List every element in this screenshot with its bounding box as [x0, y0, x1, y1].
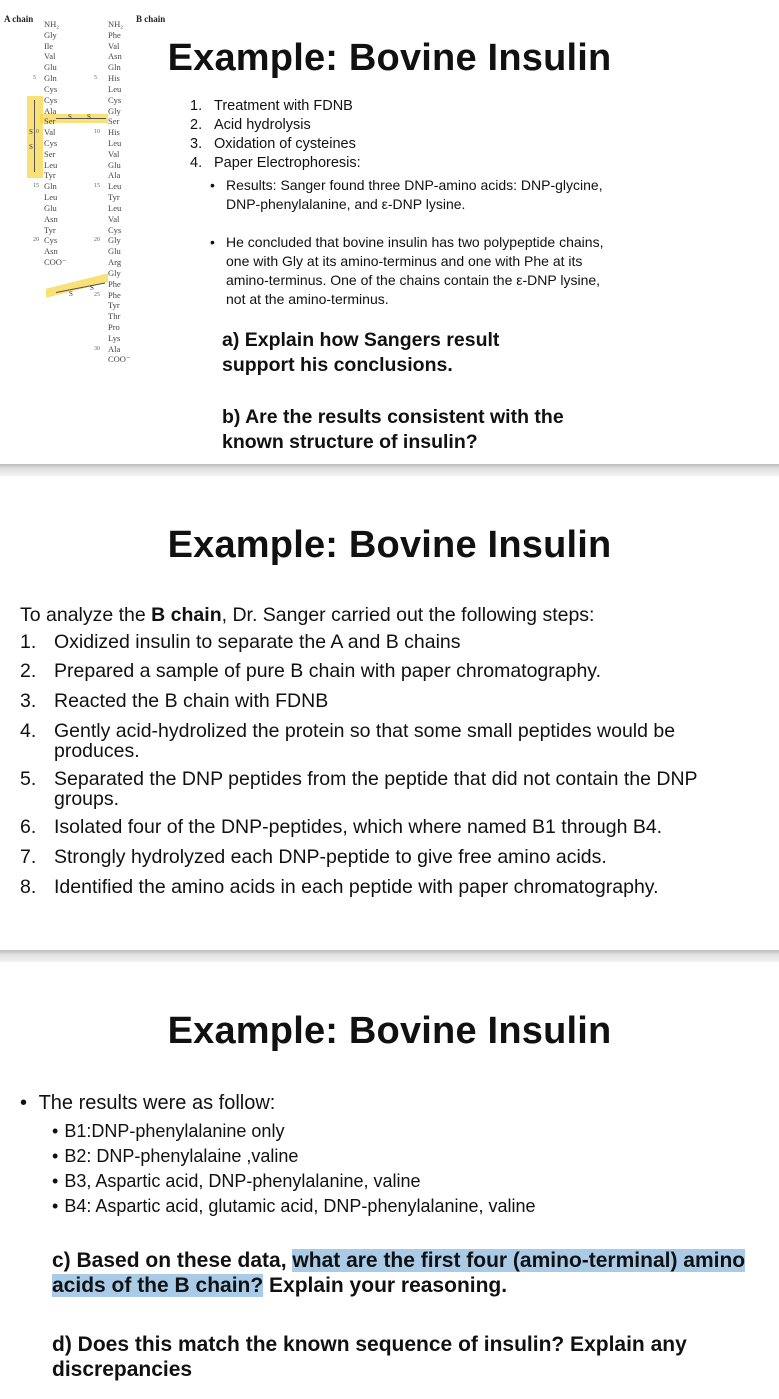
- slide-3: [0, 962, 779, 1399]
- disulfide-s-label: S: [29, 143, 33, 151]
- step-item: [190, 97, 361, 116]
- question-c-text: Explain your reasoning.: [263, 1274, 508, 1297]
- b-chain-position-number: 30: [94, 345, 100, 352]
- a-chain-residue: Tyr: [44, 224, 56, 235]
- slide-divider: [0, 950, 779, 962]
- a-chain-residue: Glu: [44, 62, 57, 73]
- a-chain-residue: Cys: [44, 94, 58, 105]
- slide-1: [0, 0, 779, 464]
- a-chain-residue: COO⁻: [44, 257, 67, 268]
- a-chain-residue: Asn: [44, 246, 58, 257]
- a-chain-position-number: 20: [33, 237, 39, 244]
- b-chain-residue: Leu: [108, 83, 122, 94]
- bullet-glyph: •: [210, 234, 215, 250]
- conclusion-bullet: [210, 233, 606, 309]
- step-item: [20, 769, 750, 809]
- intro-text: To analyze the: [20, 604, 152, 626]
- step-number: 7.: [20, 846, 37, 868]
- step-number: 2.: [190, 117, 203, 133]
- b-chain-residue: Phe: [108, 29, 121, 40]
- b-chain-residue: Leu: [108, 138, 122, 149]
- bullet-glyph: •: [52, 1121, 59, 1141]
- a-chain-residue: NH₂: [44, 19, 60, 29]
- slide-3-title: Example: Bovine Insulin: [167, 1010, 612, 1052]
- step-text: Acid hydrolysis: [214, 117, 311, 133]
- a-chain-residue: Leu: [44, 192, 58, 203]
- b-chain-residue: His: [108, 73, 120, 84]
- step-text: Oxidation of cysteines: [214, 136, 356, 152]
- step-item: [20, 632, 750, 652]
- b-chain-residue: Ala: [108, 343, 121, 354]
- a-chain-residue: Ser: [44, 148, 56, 159]
- step-text: Paper Electrophoresis:: [214, 155, 361, 171]
- slide-divider: [0, 464, 779, 476]
- step-number: 1.: [20, 631, 37, 653]
- b-chain-residue: Pro: [108, 321, 120, 332]
- disulfide-s-label: S: [87, 113, 91, 121]
- results-heading: [20, 1092, 275, 1115]
- step-item: [20, 877, 750, 897]
- a-chain-residue: Gln: [44, 73, 57, 84]
- a-chain-residue: Cys: [44, 138, 58, 149]
- step-text: Oxidized insulin to separate the A and B chains: [54, 631, 461, 653]
- step-number: 2.: [20, 660, 37, 682]
- b-chain-residue: Leu: [108, 181, 122, 192]
- a-chain-residue: Ser: [44, 116, 56, 127]
- question-c-text: c) Based on these data,: [52, 1249, 293, 1272]
- bullet-glyph: •: [210, 177, 215, 193]
- b-chain-residue: Arg: [108, 257, 122, 268]
- b-chain-position-number: 20: [94, 237, 100, 244]
- b-chain-residue: Leu: [108, 202, 122, 213]
- b-chain-position-number: 15: [94, 183, 100, 190]
- step-text: Identified the amino acids in each peptide with paper chromatography.: [54, 876, 659, 898]
- step-number: 4.: [20, 720, 37, 742]
- a-chain-residue: Val: [44, 51, 56, 62]
- b-chain-residue: Val: [108, 40, 120, 51]
- a-chain-residue: Glu: [44, 202, 57, 213]
- step-number: 3.: [20, 690, 37, 712]
- result-item-text: B4: Aspartic acid, glutamic acid, DNP-phenylalanine, valine: [64, 1196, 536, 1216]
- disulfide-s-label: S: [69, 290, 73, 298]
- a-chain-residue: Ala: [44, 105, 57, 116]
- b-chain-label: B chain: [136, 14, 166, 24]
- a-chain-residue: Ile: [44, 40, 53, 51]
- b-chain-residue: Glu: [108, 159, 121, 170]
- slide-1-steps-list: [190, 97, 361, 173]
- question-b: b) Are the results consistent with the known structure of insulin?: [222, 406, 564, 453]
- result-item-text: B3, Aspartic acid, DNP-phenylalanine, valine: [64, 1171, 421, 1191]
- step-text: Treatment with FDNB: [214, 98, 353, 114]
- a-chain-residue: Gln: [44, 181, 57, 192]
- b-chain-position-number: 10: [94, 129, 100, 136]
- b-chain-residue: Lys: [108, 332, 121, 343]
- conclusion-bullet-text: He concluded that bovine insulin has two polypeptide chains, one with Gly at its amino-terminus and one with Phe at its amino-terminus. One of the chains contain the ε-DNP lysine, not at the amino-terminus.: [226, 234, 604, 307]
- b-chain-residue: Asn: [108, 51, 122, 62]
- result-item: [52, 1171, 421, 1192]
- bullet-glyph: •: [20, 1092, 28, 1114]
- intrachain-disulfide-highlight: [27, 96, 43, 178]
- b-chain-residue: Phe: [108, 289, 121, 300]
- results-heading-text: The results were as follow:: [38, 1092, 276, 1114]
- question-d: d) Does this match the known sequence of insulin? Explain any discrepancies: [52, 1333, 687, 1381]
- disulfide-s-label: S: [68, 113, 72, 121]
- b-chain-residue: Ser: [108, 116, 120, 127]
- step-number: 8.: [20, 876, 37, 898]
- step-number: 4.: [190, 155, 203, 171]
- b-chain-residue: Tyr: [108, 192, 120, 203]
- disulfide-s-label: S: [29, 128, 33, 136]
- b-chain-residue: Val: [108, 148, 120, 159]
- bullet-glyph: •: [52, 1171, 59, 1191]
- result-bullet-text: Results: Sanger found three DNP-amino acids: DNP-glycine, DNP-phenylalanine, and ε-DNP lysine.: [226, 177, 603, 212]
- result-item: [52, 1146, 298, 1167]
- b-chain-residue: Cys: [108, 94, 122, 105]
- slide-2-title: Example: Bovine Insulin: [167, 524, 612, 566]
- b-chain-residue: Gly: [108, 105, 121, 116]
- a-chain-residue: Tyr: [44, 170, 56, 181]
- b-chain-position-number: 5: [94, 75, 97, 82]
- intro-bold-text: B chain: [151, 604, 222, 626]
- step-item: [20, 847, 750, 867]
- intrachain-bond-line: [34, 100, 35, 172]
- slide-1-title: Example: Bovine Insulin: [167, 37, 612, 79]
- a-chain-residue: Asn: [44, 213, 58, 224]
- step-item: [20, 721, 750, 761]
- b-chain-residue: Gly: [108, 235, 121, 246]
- selected-text-highlight[interactable]: what are the first four (amino-terminal) amino acids of the B chain?: [52, 1249, 746, 1297]
- b-chain-residue: Phe: [108, 278, 121, 289]
- question-c[interactable]: [52, 1248, 772, 1298]
- b-chain-residue: NH₂: [108, 19, 124, 29]
- a-chain-label: A chain: [4, 14, 34, 24]
- a-chain-residue: Val: [44, 127, 56, 138]
- slide-2: [0, 476, 779, 950]
- b-chain-position-number: 25: [94, 291, 100, 298]
- step-text: Isolated four of the DNP-peptides, which where named B1 through B4.: [54, 816, 663, 838]
- result-item-text: B2: DNP-phenylalaine ,valine: [64, 1146, 299, 1166]
- step-number: 1.: [190, 98, 203, 114]
- result-item: [52, 1121, 284, 1142]
- step-text: Separated the DNP peptides from the peptide that did not contain the DNP groups.: [54, 768, 698, 810]
- step-number: 5.: [20, 768, 37, 790]
- a-chain-position-number: 5: [33, 75, 36, 82]
- step-item: [190, 135, 361, 154]
- b-chain-residue: Thr: [108, 311, 121, 322]
- a-chain-residue: Leu: [44, 159, 58, 170]
- a-chain-position-number: 15: [33, 183, 39, 190]
- result-bullet: [210, 176, 606, 214]
- b-chain-residue: Ala: [108, 170, 121, 181]
- step-item: [190, 154, 361, 173]
- step-text: Gently acid-hydrolized the protein so that some small peptides would be produces.: [54, 720, 676, 762]
- question-a: a) Explain how Sangers result support his conclusions.: [222, 329, 500, 376]
- step-item: [20, 661, 750, 681]
- intro-text: , Dr. Sanger carried out the following steps:: [221, 604, 595, 626]
- b-chain-residue: His: [108, 127, 120, 138]
- disulfide-s-label: S: [90, 284, 94, 292]
- bullet-glyph: •: [52, 1146, 59, 1166]
- step-text: Prepared a sample of pure B chain with paper chromatography.: [54, 660, 602, 682]
- b-chain-residue: COO⁻: [108, 354, 131, 365]
- b-chain-residue: Gly: [108, 267, 121, 278]
- step-text: Reacted the B chain with FDNB: [54, 690, 329, 712]
- b-chain-residue: Val: [108, 213, 120, 224]
- step-item: [20, 691, 750, 711]
- step-item: [190, 116, 361, 135]
- b-chain-residue: Glu: [108, 246, 121, 257]
- step-number: 3.: [190, 136, 203, 152]
- b-chain-residue: Cys: [108, 224, 122, 235]
- bullet-glyph: •: [52, 1196, 59, 1216]
- interchain-bond-line-1: [56, 118, 106, 119]
- a-chain-residue: Cys: [44, 83, 58, 94]
- step-item: [20, 817, 750, 837]
- result-item-text: B1:DNP-phenylalanine only: [64, 1121, 285, 1141]
- b-chain-residue: Tyr: [108, 300, 120, 311]
- step-number: 6.: [20, 816, 37, 838]
- step-text: Strongly hydrolyzed each DNP-peptide to give free amino acids.: [54, 846, 607, 868]
- a-chain-position-number: 10: [33, 129, 39, 136]
- b-chain-residue: Gln: [108, 62, 121, 73]
- slide-2-intro: [20, 604, 594, 627]
- a-chain-residue: Gly: [44, 29, 57, 40]
- result-item: [52, 1196, 536, 1217]
- a-chain-residue: Cys: [44, 235, 58, 246]
